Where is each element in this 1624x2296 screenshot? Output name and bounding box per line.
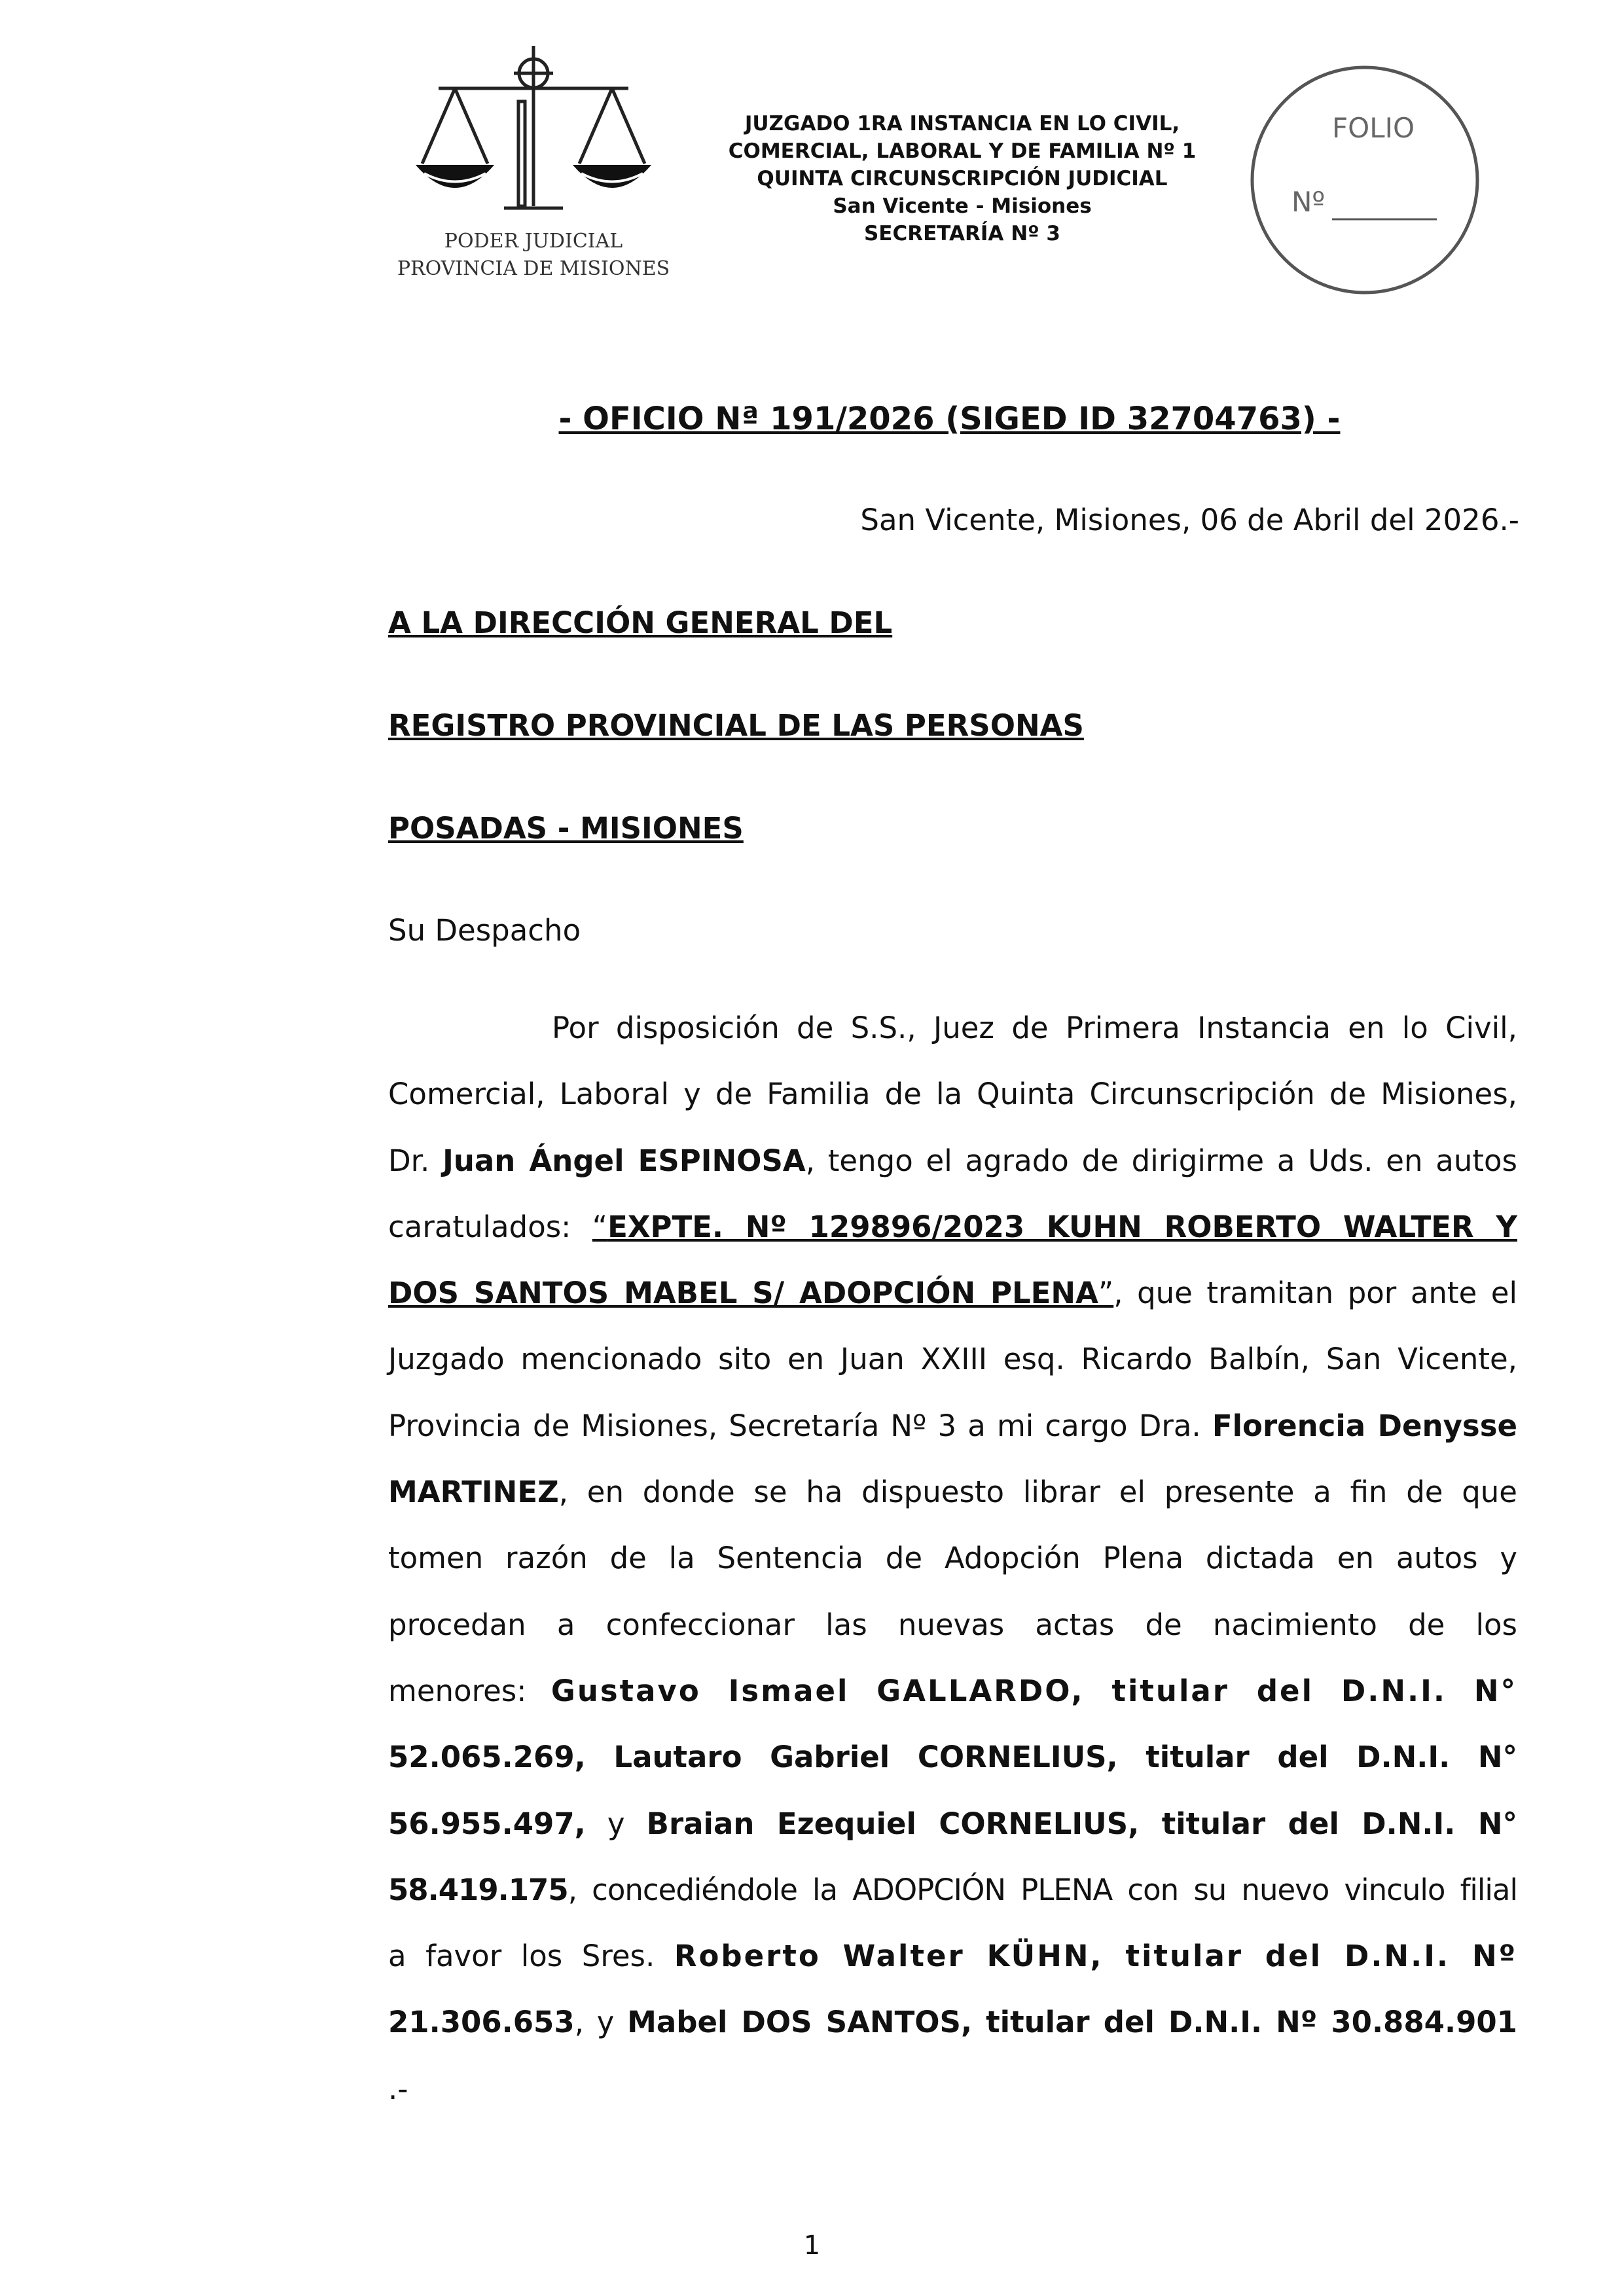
logo-line-1: PODER JUDICIAL — [444, 230, 623, 253]
body-text-segment: , tengo el agrado de dirigirme a Uds. en autos — [805, 1143, 1517, 1178]
secretary-surname: MARTINEZ — [388, 1475, 559, 1510]
body-text-segment: , que tramitan por ante el — [1113, 1276, 1517, 1311]
body-text-segment: , concediéndole la ADOPCIÓN PLENA con su nuevo vinculo filial — [568, 1872, 1517, 1907]
quote-close: ” — [1098, 1276, 1114, 1311]
case-title-line-1: EXPTE. Nº 129896/2023 KUHN ROBERTO WALTER Y — [607, 1209, 1517, 1244]
court-header-line-2: COMERCIAL, LABORAL Y DE FAMILIA Nº 1 — [728, 139, 1197, 163]
court-header-line-4: San Vicente - Misiones — [833, 194, 1092, 218]
minor-2: Lautaro Gabriel CORNELIUS, titular del D.N.I. N° — [585, 1740, 1517, 1775]
body-line — [388, 1923, 1517, 1989]
body-text-segment: , y — [574, 2005, 628, 2040]
body-line — [388, 1260, 1517, 1326]
case-title-line-2: DOS SANTOS MABEL S/ ADOPCIÓN PLENA — [388, 1276, 1098, 1311]
minor-3-dni: 58.419.175 — [388, 1872, 568, 1907]
body-line — [388, 1658, 1517, 1724]
adopter-1: Roberto Walter KÜHN, titular del D.N.I. Nº — [674, 1939, 1517, 1974]
judge-name: Juan Ángel ESPINOSA — [442, 1143, 806, 1178]
body-text-segment: Por disposición de S.S., Juez de Primera Instancia en lo Civil, — [552, 1011, 1517, 1045]
body-text-segment: procedan a confeccionar las nuevas actas de nacimiento de los — [388, 1607, 1517, 1642]
minor-1: Gustavo Ismael GALLARDO, titular del D.N.I. N° — [550, 1673, 1517, 1708]
body-line — [388, 2056, 1517, 2122]
folio-number-label: Nº — [1291, 186, 1326, 218]
body-text-segment: caratulados: — [388, 1209, 592, 1244]
logo-line-2: PROVINCIA DE MISIONES — [397, 257, 670, 280]
body-text-segment: Dr. — [388, 1143, 443, 1178]
salutation: Su Despacho — [388, 913, 581, 948]
body-line — [388, 1459, 1517, 1525]
body-line — [388, 995, 1517, 1061]
court-header — [694, 110, 1231, 247]
adopter-2: Mabel DOS SANTOS, titular del D.N.I. Nº 30.884.901 — [627, 2005, 1517, 2040]
addressee-line-1: A LA DIRECCIÓN GENERAL DEL — [388, 605, 893, 640]
minor-2-dni: 56.955.497, — [388, 1806, 586, 1841]
oficio-title: - OFICIO Nª 191/2026 (SIGED ID 32704763) - — [558, 401, 1341, 437]
minor-1-dni: 52.065.269, — [388, 1740, 586, 1775]
body-text-segment: menores: — [388, 1673, 551, 1708]
body-text-segment: y — [585, 1806, 647, 1841]
body-text-segment: a favor los Sres. — [388, 1939, 674, 1974]
body-text-segment: Juzgado mencionado sito en Juan XXIII esq. Ricardo Balbín, San Vicente, — [388, 1342, 1517, 1377]
page-number: 1 — [803, 2231, 821, 2261]
closing-mark: .- — [388, 2071, 408, 2106]
body-paragraph — [388, 995, 1517, 2122]
court-header-line-3: QUINTA CIRCUNSCRIPCIÓN JUDICIAL — [757, 167, 1168, 190]
folio-stamp — [1247, 62, 1489, 298]
folio-label: FOLIO — [1332, 112, 1415, 144]
addressee-line-2: REGISTRO PROVINCIAL DE LAS PERSONAS — [388, 708, 1084, 743]
body-text-segment: Provincia de Misiones, Secretaría Nº 3 a mi cargo Dra. — [388, 1408, 1212, 1443]
minor-3: Braian Ezequiel CORNELIUS, titular del D.N.I. N° — [646, 1806, 1517, 1841]
addressee-line-3: POSADAS - MISIONES — [388, 811, 744, 846]
body-line — [388, 1128, 1517, 1194]
adopter-1-dni: 21.306.653 — [388, 2005, 575, 2040]
body-line — [388, 1857, 1517, 1923]
body-line — [388, 1326, 1517, 1392]
body-line — [388, 1194, 1517, 1260]
body-line — [388, 1393, 1517, 1459]
body-text-segment: tomen razón de la Sentencia de Adopción Plena dictada en autos y — [388, 1541, 1517, 1576]
body-line — [388, 1525, 1517, 1591]
secretary-name: Florencia Denysse — [1212, 1408, 1518, 1443]
court-header-line-5: SECRETARÍA Nº 3 — [863, 222, 1060, 245]
body-line — [388, 1724, 1517, 1790]
body-line — [388, 1989, 1517, 2055]
body-text-segment: , en donde se ha dispuesto librar el presente a fin de que — [558, 1475, 1517, 1510]
scales-of-justice-icon — [393, 39, 681, 295]
body-line — [388, 1592, 1517, 1658]
quote-open: “ — [592, 1209, 608, 1244]
court-header-line-1: JUZGADO 1RA INSTANCIA EN LO CIVIL, — [744, 112, 1180, 135]
body-text-segment: Comercial, Laboral y de Familia de la Quinta Circunscripción de Misiones, — [388, 1077, 1517, 1112]
date-line: San Vicente, Misiones, 06 de Abril del 2026.- — [860, 503, 1519, 537]
body-line — [388, 1061, 1517, 1127]
court-logo — [393, 39, 681, 295]
body-line — [388, 1791, 1517, 1857]
